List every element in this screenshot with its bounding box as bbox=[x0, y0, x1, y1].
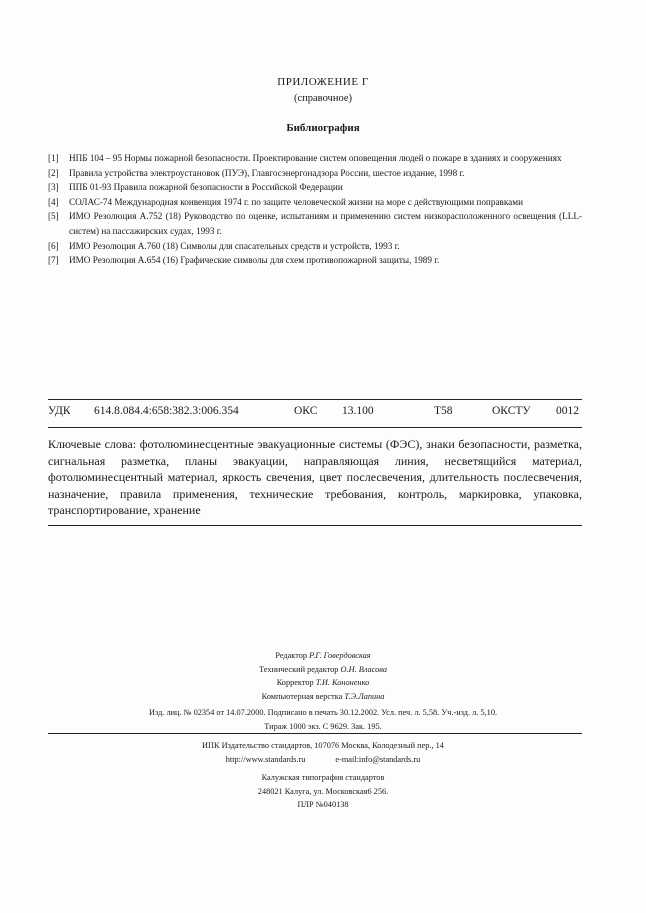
printing-license: ПЛР №040138 bbox=[297, 800, 349, 810]
reference-text: Правила устройства электроустановок (ПУЭ), Главгосэнергонадзора России, шестое издание, 1998 г. bbox=[69, 167, 465, 178]
publisher-contacts bbox=[0, 753, 646, 767]
reference-number: [7] bbox=[48, 255, 59, 266]
reference-item bbox=[48, 239, 582, 254]
editor-line: Редактор Р.Г. Говердовская bbox=[275, 651, 371, 660]
appendix-subtitle: (справочное) bbox=[294, 93, 352, 104]
reference-text: СОЛАС-74 Международная конвенция 1974 г. по защите человеческой жизни на море с действующими поправками bbox=[69, 196, 523, 207]
layout-line: Компьютерная верстка Т.Э.Лапина bbox=[261, 691, 385, 701]
publisher-website: http://www.standards.ru bbox=[225, 754, 306, 764]
publisher-block bbox=[0, 739, 646, 766]
bibliography-list bbox=[48, 151, 582, 268]
reference-number: [1] bbox=[48, 153, 59, 163]
reference-number: [2] bbox=[48, 167, 59, 178]
udk-value: 614.8.084.4:658:382.3:006.354 bbox=[94, 405, 239, 417]
publisher-address: ИПК Издательство стандартов, 107076 Москва, Колодезный пер., 14 bbox=[202, 741, 444, 750]
reference-item bbox=[48, 151, 582, 166]
divider-middle bbox=[48, 427, 582, 428]
bibliography-title: Библиография bbox=[286, 122, 360, 134]
reference-text: НПБ 104 – 95 Нормы пожарной безопасности. Проектирование систем оповещения людей о пожаре в зданиях и сооружениях bbox=[69, 153, 562, 163]
reference-text: ИМО Резолюция А.752 (18) Руководство по оценке, испытаниям и применению систем низкорасположенного освещения (LLL-систем) на пассажирских судах, 1993 г. bbox=[69, 211, 582, 236]
tech-editor-line: Технический редактор О.Н. Власова bbox=[259, 664, 387, 674]
reference-item bbox=[48, 166, 582, 181]
reference-number: [6] bbox=[48, 240, 59, 251]
divider-imprint bbox=[48, 733, 582, 734]
reference-item bbox=[48, 253, 582, 268]
udk-label: УДК bbox=[48, 405, 71, 417]
layout-name: Т.Э.Лапина bbox=[344, 691, 385, 701]
oks-label: ОКС bbox=[294, 405, 318, 417]
reference-number: [4] bbox=[48, 196, 59, 207]
print-info-line: Изд. лиц. № 02354 от 14.07.2000. Подписано в печать 30.12.2002. Усл. печ. л. 5,58. Уч.-изд. л. 5,10. bbox=[148, 708, 498, 717]
corrector-line: Корректор Т.И. Кононенко bbox=[276, 678, 370, 688]
tech-editor-name: О.Н. Власова bbox=[340, 664, 387, 674]
classification-line bbox=[48, 405, 582, 421]
reference-text: ИМО Резолюция А.760 (18) Символы для спасательных средств и устройств, 1993 г. bbox=[69, 240, 400, 251]
reference-text: ИМО Резолюция А.654 (16) Графические символы для схем противопожарной защиты, 1989 г. bbox=[69, 255, 440, 266]
printing-house-address: 248021 Калуга, ул. Московская6 256. bbox=[257, 786, 389, 796]
printing-house-name: Калужская типография стандартов bbox=[261, 773, 385, 782]
reference-number: [3] bbox=[48, 182, 59, 193]
oks-value: 13.100 bbox=[342, 405, 374, 417]
corrector-name: Т.И. Кононенко bbox=[315, 678, 370, 688]
reference-item bbox=[48, 195, 582, 210]
print-run-line: Тираж 1000 экз. С 9629. Зак. 195. bbox=[264, 721, 382, 731]
imprint-block bbox=[0, 649, 646, 703]
okstu-value: 0012 bbox=[556, 405, 579, 417]
publisher-email: e-mail:info@standards.ru bbox=[335, 754, 421, 764]
print-info-block bbox=[0, 706, 646, 733]
divider-top bbox=[48, 399, 582, 400]
appendix-title: ПРИЛОЖЕНИЕ Г bbox=[277, 76, 369, 88]
printing-house-block bbox=[0, 771, 646, 812]
reference-text: ППБ 01-93 Правила пожарной безопасности в Российской Федерации bbox=[69, 182, 343, 193]
reference-item bbox=[48, 209, 582, 238]
group-code: Т58 bbox=[434, 405, 453, 417]
okstu-label: ОКСТУ bbox=[492, 405, 531, 417]
reference-number: [5] bbox=[48, 211, 59, 222]
keywords-paragraph: Ключевые слова: фотолюминесцентные эвакуационные системы (ФЭС), знаки безопасности, разметка, сигнальная разметка, планы эвакуации, направляющая линия, несветящийся материал, фотолюминесцентный материал, яркость свечения, цвет послесвечения, длительность послесвечения, назначение, правила применения, технические требования, контроль, маркировка, упаковка, транспортирование, хранение bbox=[48, 437, 582, 517]
reference-item bbox=[48, 180, 582, 195]
divider-bottom bbox=[48, 525, 582, 526]
editor-name: Р.Г. Говердовская bbox=[309, 651, 371, 660]
